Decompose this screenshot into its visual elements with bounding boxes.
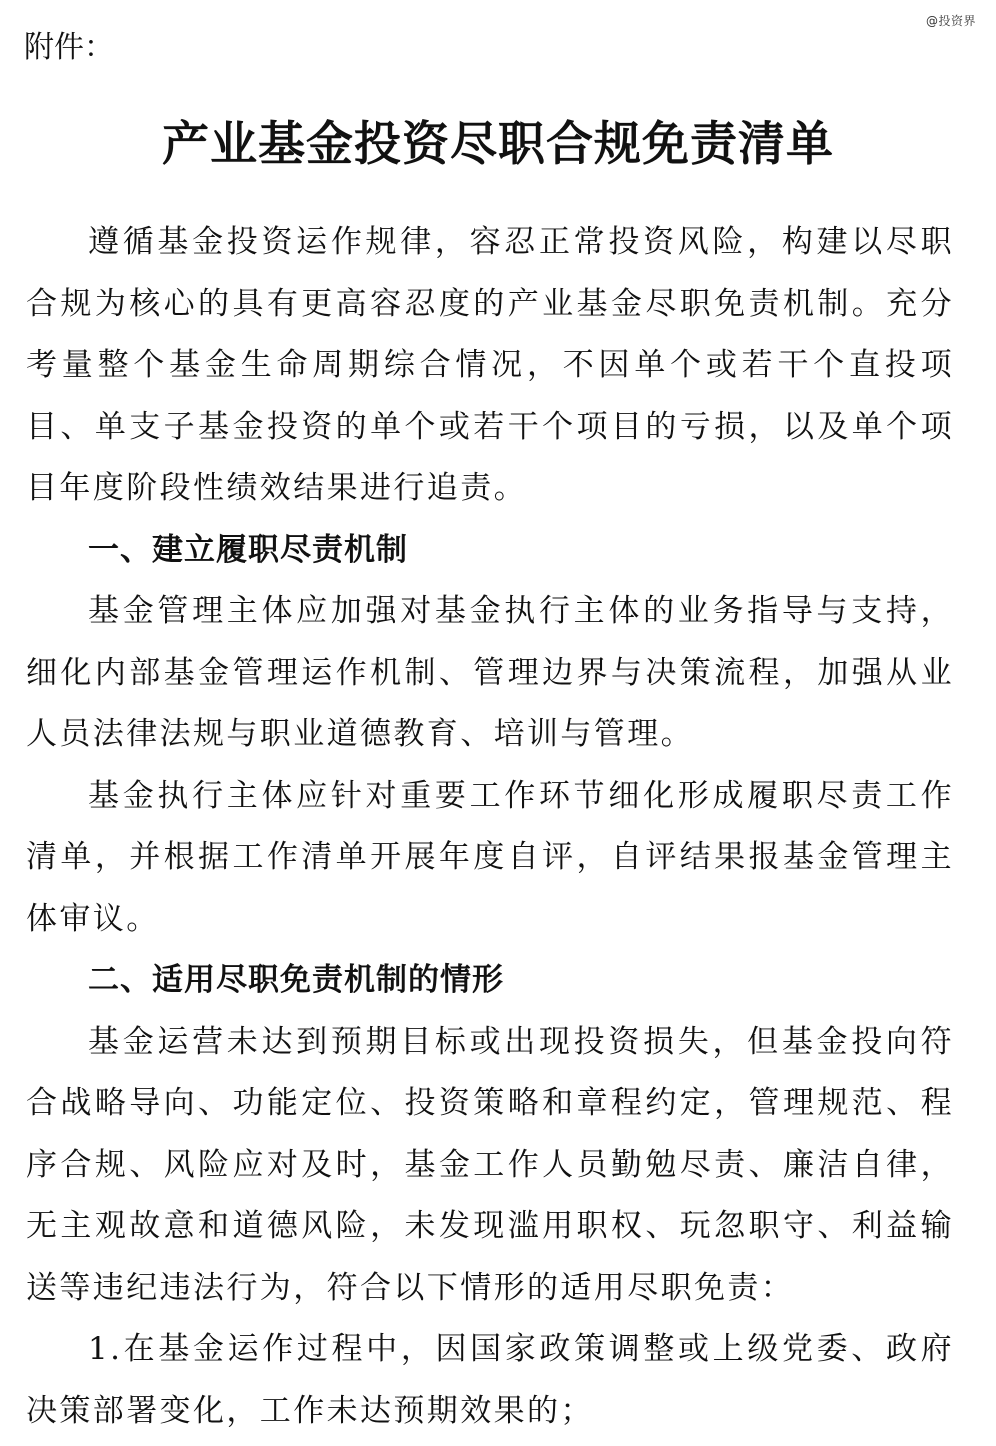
document-body	[26, 212, 954, 1442]
section-1-paragraph: 基金执行主体应针对重要工作环节细化形成履职尽责工作清单，并根据工作清单开展年度自评，自评结果报基金管理主体审议。	[26, 777, 954, 937]
attachment-label: 附件：	[24, 30, 114, 65]
document-title: 产业基金投资尽职合规免责清单	[162, 117, 834, 173]
section-1-heading: 一、建立履职尽责机制	[88, 531, 408, 568]
section-2-heading: 二、适用尽职免责机制的情形	[88, 962, 504, 998]
intro-paragraph: 遵循基金投资运作规律，容忍正常投资风险，构建以尽职合规为核心的具有更高容忍度的产业基金尽职免责机制。充分考量整个基金生命周期综合情况，不因单个或若干个直投项目、单支子基金投资的单个或若干个项目的亏损，以及单个项目年度阶段性绩效结果进行追责。	[26, 224, 954, 506]
section-2-paragraph: 基金运营未达到预期目标或出现投资损失，但基金投向符合战略导向、功能定位、投资策略和章程约定，管理规范、程序合规、风险应对及时，基金工作人员勤勉尽责、廉洁自律，无主观故意和道德风险，未发现滥用职权、玩忽职守、利益输送等违纪违法行为，符合以下情形的适用尽职免责：	[26, 1023, 954, 1306]
watermark: @投资界	[925, 14, 976, 28]
section-2-list-item: 1.在基金运作过程中，因国家政策调整或上级党委、政府决策部署变化，工作未达预期效果的；	[26, 1331, 954, 1429]
section-1-paragraph: 基金管理主体应加强对基金执行主体的业务指导与支持，细化内部基金管理运作机制、管理边界与决策流程，加强从业人员法律法规与职业道德教育、培训与管理。	[26, 593, 954, 752]
